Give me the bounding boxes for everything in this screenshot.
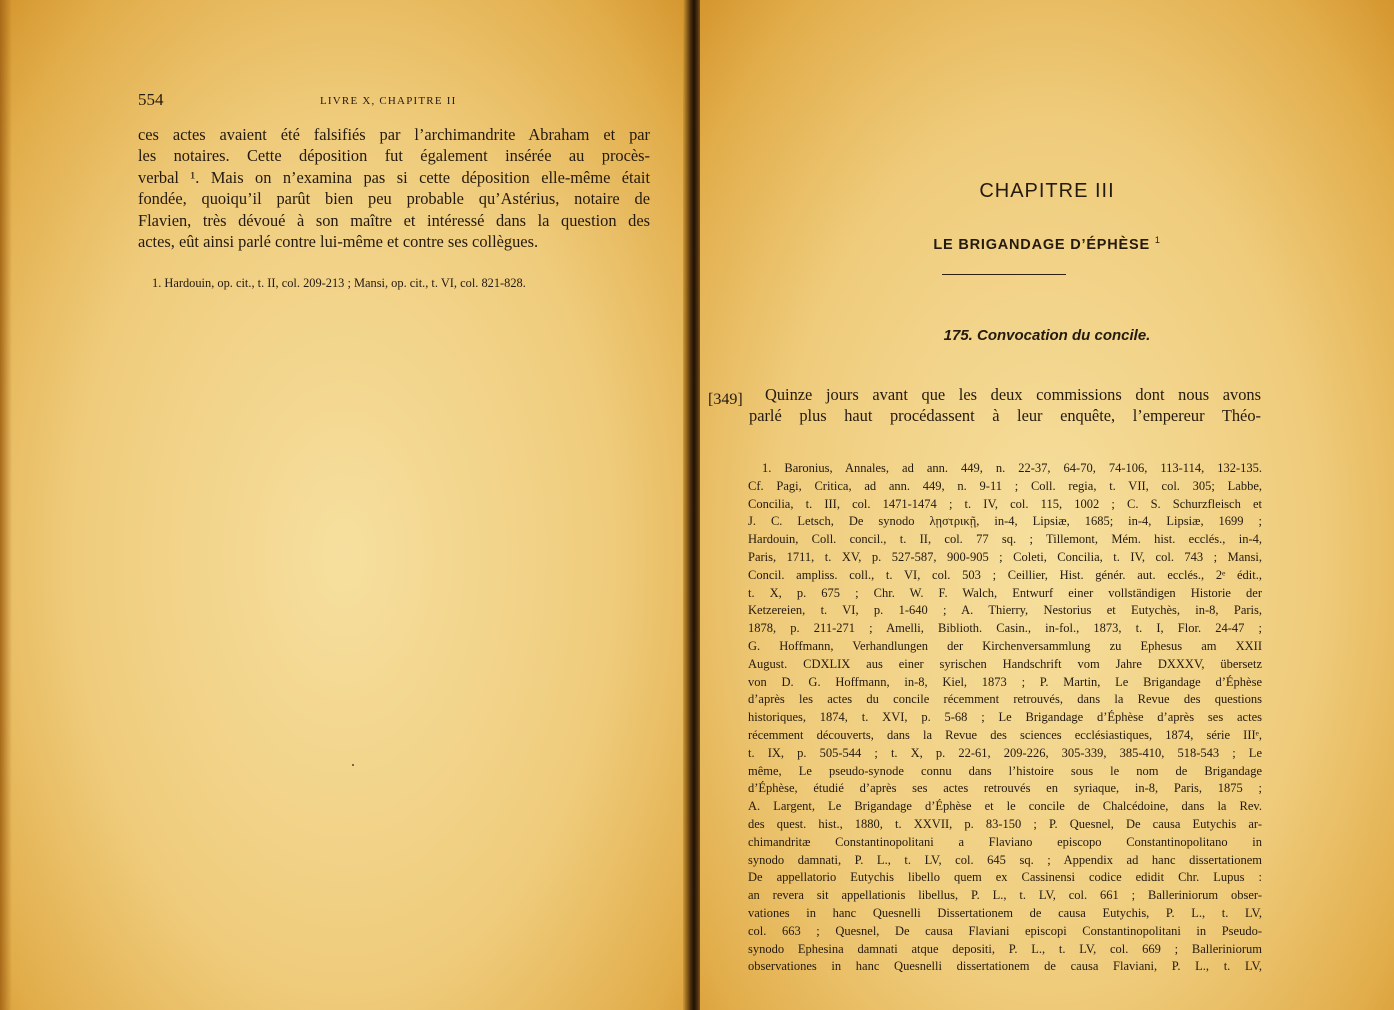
footnote-line: vationes in hanc Quesnelli Dissertationem de causa Eutychis, P. L., t. LV,: [748, 905, 1262, 920]
footnote-line: von D. G. Hoffmann, in-8, Kiel, 1873 ; P. Martin, Le Brigandage d’Éphèse: [748, 674, 1262, 689]
chapter-subtitle: [700, 235, 1394, 253]
bibliography-footnote: [748, 460, 1262, 976]
footnote-line: synodo Ephesina damnati atque depositi, P. L., t. LV, col. 669 ; Balleriniorum: [748, 941, 1262, 956]
footnote-line: Paris, 1711, t. XV, p. 527-587, 900-905 ; Coleti, Concilia, t. IV, col. 743 ; Mansi,: [748, 549, 1262, 564]
footnote-line: t. X, p. 675 ; Chr. W. F. Walch, Entwurf einer vollständigen Historie der: [748, 585, 1262, 600]
footnote-line: August. CDXLIX aus einer syrischen Handschrift vom Jahre DXXXV, übersetz: [748, 656, 1262, 671]
running-head: LIVRE X, CHAPITRE II: [320, 95, 457, 107]
footnote-line: 1. Baronius, Annales, ad ann. 449, n. 22-37, 64-70, 74-106, 113-114, 132-135.: [762, 461, 1262, 475]
left-body-text: [138, 124, 650, 252]
footnote-line: Ketzereien, t. VI, p. 1-640 ; A. Thierry, Nestorius et Eutychès, in-8, Paris,: [748, 603, 1262, 618]
page-edge-shadow: [0, 0, 12, 1010]
chapter-title: CHAPITRE III: [979, 180, 1115, 202]
footnote-line: J. C. Letsch, De synodo λῃστρικῇ, in-4, Lipsiæ, 1685; in-4, Lipsiæ, 1699 ;: [748, 514, 1262, 529]
footnote-line: A. Largent, Le Brigandage d’Éphèse et le concile de Chalcédoine, dans la Rev.: [748, 799, 1262, 814]
right-page: [700, 0, 1394, 1010]
body-line: fondée, quoiqu’il parût bien peu probable qu’Astérius, notaire de: [138, 189, 650, 209]
body-line: Flavien, très dévoué à son maître et intéressé dans la question des: [138, 210, 650, 230]
body-line: actes, eût ainsi parlé contre lui-même et contre ses collègues.: [138, 232, 539, 252]
footnote: 1. Hardouin, op. cit., t. II, col. 209-213 ; Mansi, op. cit., t. VI, col. 821-828.: [152, 276, 526, 290]
section-heading: 175. Convocation du concile.: [943, 327, 1151, 344]
footnote-line: chimandritæ Constantinopolitani a Flaviano episcopo Constantinopolitano in: [748, 834, 1262, 849]
ink-speck: [352, 764, 354, 766]
footnote-line: d’Éphèse, étudié d’après ses actes retrouvés en syriaque, in-8, Paris, 1875 ;: [748, 781, 1262, 796]
chapter-subtitle-text: LE BRIGANDAGE D’ÉPHÈSE: [933, 236, 1150, 253]
right-body-text: [749, 384, 1261, 427]
footnote-line: récemment découverts, dans la Revue des sciences ecclésiastiques, 1874, série IIIᵉ,: [748, 727, 1262, 742]
footnote-line: observationes in hanc Quesnelli dissertationem de causa Flaviani, P. L., t. LV,: [748, 959, 1262, 974]
footnote-line: historiques, 1874, t. XVI, p. 5-68 ; Le Brigandage d’Éphèse d’après ses actes: [748, 710, 1262, 725]
footnote-line: Hardouin, Coll. concil., t. II, col. 77 sq. ; Tillemont, Mém. hist. ecclés., in-4,: [748, 532, 1262, 547]
footnote-line: synodo damnati, P. L., t. LV, col. 645 sq. ; Appendix ad hanc dissertationem: [748, 852, 1262, 867]
footnote-line: G. Hoffmann, Verhandlungen der Kirchenversammlung zu Ephesus am XXII: [748, 638, 1262, 653]
body-line: les notaires. Cette déposition fut également insérée au procès-: [138, 146, 650, 166]
footnote-marker: 1: [1154, 235, 1161, 245]
margin-reference: [349]: [708, 391, 743, 408]
footnote-line: d’après les actes du concile récemment retrouvés, dans la Revue des questions: [748, 692, 1262, 707]
footnote-line: col. 663 ; Quesnel, De causa Flaviani episcopi Constantinopolitani in Pseudo-: [748, 923, 1262, 938]
footnote-line: an revera sit appellationis libellus, P. L., t. LV, col. 661 ; Balleriniorum obser-: [748, 888, 1262, 903]
body-line: parlé plus haut procédassent à leur enquête, l’empereur Théo-: [749, 406, 1261, 426]
page-number: 554: [138, 90, 164, 109]
footnote-line: De appellatorio Eutychis libello quem ex Cassinensi codice edidit Chr. Lupus :: [748, 870, 1262, 885]
body-line: ces actes avaient été falsifiés par l’archimandrite Abraham et par: [138, 125, 650, 144]
footnote-line: même, Le pseudo-synode connu dans l’histoire sous le nom de Brigandage: [748, 763, 1262, 778]
footnote-line: des quest. hist., 1880, t. XXVII, p. 83-150 ; P. Quesnel, De causa Eutychis ar-: [748, 816, 1262, 831]
footnote-line: Concil. ampliss. coll., t. VI, col. 503 ; Ceillier, Hist. génér. aut. ecclés., 2ᵉ édit.,: [748, 567, 1262, 582]
footnote-line: Cf. Pagi, Critica, ad ann. 449, n. 9-11 ; Coll. regia, t. VII, col. 305; Labbe,: [748, 478, 1262, 493]
body-line: verbal ¹. Mais on n’examina pas si cette déposition elle-même était: [138, 167, 650, 187]
body-line: Quinze jours avant que les deux commissions dont nous avons: [765, 385, 1261, 404]
left-page: [0, 0, 688, 1010]
footnote-line: t. IX, p. 505-544 ; t. X, p. 22-61, 209-226, 305-339, 385-410, 518-543 ; Le: [748, 745, 1262, 760]
footnote-line: 1878, p. 211-271 ; Amelli, Biblioth. Casin., in-fol., 1873, t. I, Flor. 24-47 ;: [748, 621, 1262, 636]
footnote-line: Concilia, t. III, col. 1471-1474 ; t. IV, col. 115, 1002 ; C. S. Schurzfleisch et: [748, 496, 1262, 511]
divider-rule: [942, 274, 1066, 275]
